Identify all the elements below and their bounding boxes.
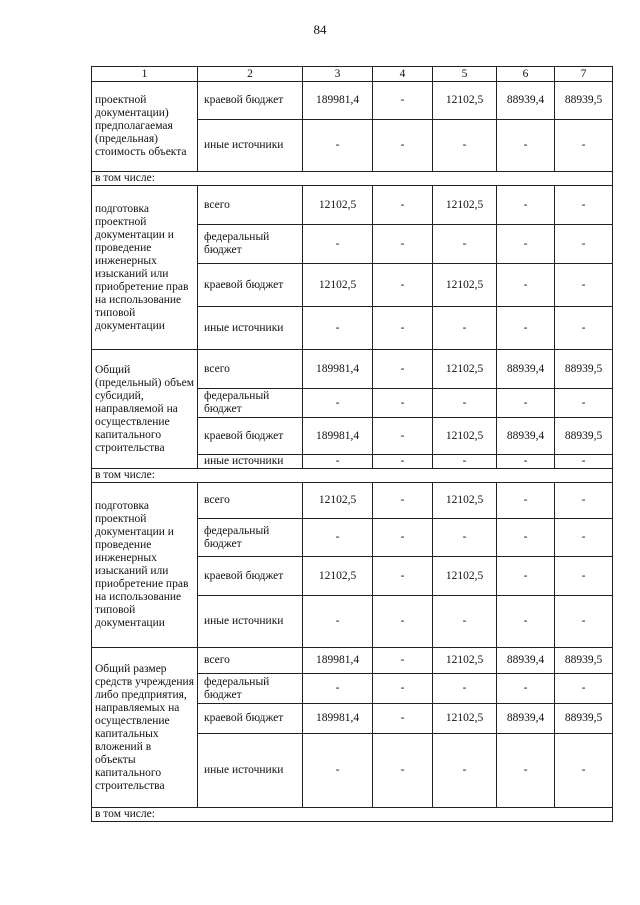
- table-cell: -: [497, 389, 555, 418]
- table-cell: 12102,5: [433, 704, 497, 734]
- table-cell: -: [433, 734, 497, 808]
- table-cell: 12102,5: [433, 648, 497, 674]
- col-header-7: 7: [555, 67, 613, 82]
- table-cell: 12102,5: [303, 483, 373, 519]
- section-caption: в том числе:: [92, 172, 613, 186]
- header-row: [92, 67, 613, 82]
- table-cell: -: [433, 307, 497, 350]
- table-cell: 12102,5: [433, 557, 497, 596]
- table-cell: -: [373, 264, 433, 307]
- table-cell: -: [373, 350, 433, 389]
- table-row: [92, 172, 613, 186]
- table-cell: -: [433, 120, 497, 172]
- source-label: иные источники: [198, 307, 303, 350]
- table-cell: 189981,4: [303, 350, 373, 389]
- table-cell: 12102,5: [433, 264, 497, 307]
- table-cell: 189981,4: [303, 704, 373, 734]
- table-cell: -: [373, 734, 433, 808]
- table-cell: 189981,4: [303, 418, 373, 455]
- table-cell: -: [373, 674, 433, 704]
- table-cell: -: [433, 674, 497, 704]
- row-label: подготовка проектной документации и проведение инженерных изысканий или приобретение прав на использование типовой документации: [92, 186, 198, 350]
- table-cell: -: [373, 519, 433, 557]
- table-cell: -: [497, 519, 555, 557]
- table-cell: -: [303, 389, 373, 418]
- col-header-2: 2: [198, 67, 303, 82]
- section-caption: в том числе:: [92, 808, 613, 822]
- table-cell: -: [497, 483, 555, 519]
- table-cell: -: [497, 225, 555, 264]
- table-cell: -: [555, 734, 613, 808]
- table-cell: 12102,5: [303, 264, 373, 307]
- table-cell: -: [373, 82, 433, 120]
- col-header-1: 1: [92, 67, 198, 82]
- table-cell: 88939,4: [497, 648, 555, 674]
- source-label: иные источники: [198, 120, 303, 172]
- source-label: краевой бюджет: [198, 704, 303, 734]
- table-cell: -: [303, 455, 373, 469]
- table-cell: 88939,5: [555, 82, 613, 120]
- table-cell: 88939,5: [555, 350, 613, 389]
- table-cell: -: [373, 225, 433, 264]
- table-cell: -: [373, 418, 433, 455]
- table-cell: -: [555, 557, 613, 596]
- table-cell: -: [497, 596, 555, 648]
- table-row: [92, 186, 613, 225]
- table-cell: -: [433, 596, 497, 648]
- table-cell: -: [303, 225, 373, 264]
- section-caption: в том числе:: [92, 469, 613, 483]
- table-cell: -: [373, 648, 433, 674]
- table-cell: -: [303, 120, 373, 172]
- table-cell: -: [433, 225, 497, 264]
- table-cell: -: [373, 389, 433, 418]
- table-cell: -: [433, 389, 497, 418]
- table-cell: -: [373, 186, 433, 225]
- table-cell: -: [303, 519, 373, 557]
- table-cell: 189981,4: [303, 82, 373, 120]
- table-cell: 88939,4: [497, 704, 555, 734]
- table-row: [92, 648, 613, 674]
- source-label: всего: [198, 350, 303, 389]
- table-cell: -: [497, 674, 555, 704]
- table-cell: -: [303, 734, 373, 808]
- table-row: [92, 483, 613, 519]
- table-row: [92, 469, 613, 483]
- table-cell: -: [373, 704, 433, 734]
- table-cell: -: [373, 120, 433, 172]
- table-row: [92, 808, 613, 822]
- table-cell: -: [555, 483, 613, 519]
- source-label: федеральный бюджет: [198, 674, 303, 704]
- table-cell: -: [497, 307, 555, 350]
- table-cell: -: [303, 674, 373, 704]
- table-cell: -: [433, 455, 497, 469]
- table-cell: 88939,5: [555, 648, 613, 674]
- table-cell: 12102,5: [433, 186, 497, 225]
- table-cell: -: [555, 596, 613, 648]
- table-cell: -: [373, 596, 433, 648]
- table-cell: -: [555, 307, 613, 350]
- row-label: Общий размер средств учреждения либо предприятия, направляемых на осуществление капитальных вложений в объекты капитального строительства: [92, 648, 198, 808]
- col-header-4: 4: [373, 67, 433, 82]
- table-cell: -: [373, 307, 433, 350]
- table-cell: 12102,5: [433, 82, 497, 120]
- col-header-3: 3: [303, 67, 373, 82]
- table-cell: -: [555, 455, 613, 469]
- table-row: [92, 350, 613, 389]
- table-cell: -: [555, 519, 613, 557]
- source-label: федеральный бюджет: [198, 389, 303, 418]
- table-cell: -: [555, 120, 613, 172]
- source-label: краевой бюджет: [198, 264, 303, 307]
- table-cell: 12102,5: [433, 418, 497, 455]
- source-label: всего: [198, 186, 303, 225]
- table-cell: 12102,5: [433, 350, 497, 389]
- table-cell: 88939,5: [555, 704, 613, 734]
- source-label: всего: [198, 483, 303, 519]
- table-cell: -: [555, 225, 613, 264]
- table-cell: 12102,5: [303, 186, 373, 225]
- table-cell: 12102,5: [433, 483, 497, 519]
- table-cell: -: [373, 557, 433, 596]
- table-cell: 12102,5: [303, 557, 373, 596]
- source-label: федеральный бюджет: [198, 519, 303, 557]
- table-cell: 88939,5: [555, 418, 613, 455]
- col-header-5: 5: [433, 67, 497, 82]
- table-cell: -: [433, 519, 497, 557]
- table-cell: 88939,4: [497, 82, 555, 120]
- source-label: краевой бюджет: [198, 82, 303, 120]
- source-label: всего: [198, 648, 303, 674]
- table-cell: 88939,4: [497, 350, 555, 389]
- table-cell: -: [555, 674, 613, 704]
- table-cell: -: [497, 734, 555, 808]
- table-cell: -: [497, 264, 555, 307]
- row-label: проектной документации) предполагаемая (предельная) стоимость объекта: [92, 82, 198, 172]
- table-cell: -: [555, 264, 613, 307]
- row-label: подготовка проектной документации и проведение инженерных изысканий или приобретение прав на использование типовой документации: [92, 483, 198, 648]
- table-cell: -: [373, 455, 433, 469]
- source-label: краевой бюджет: [198, 557, 303, 596]
- col-header-6: 6: [497, 67, 555, 82]
- table-cell: -: [497, 186, 555, 225]
- table-cell: 189981,4: [303, 648, 373, 674]
- budget-table: [91, 66, 613, 822]
- table-cell: 88939,4: [497, 418, 555, 455]
- source-label: иные источники: [198, 455, 303, 469]
- table-cell: -: [497, 557, 555, 596]
- table-cell: -: [555, 186, 613, 225]
- page-number: 84: [313, 22, 327, 37]
- table-cell: -: [303, 307, 373, 350]
- table-cell: -: [303, 596, 373, 648]
- source-label: иные источники: [198, 734, 303, 808]
- table-cell: -: [497, 455, 555, 469]
- source-label: краевой бюджет: [198, 418, 303, 455]
- source-label: иные источники: [198, 596, 303, 648]
- table-cell: -: [497, 120, 555, 172]
- row-label: Общий (предельный) объем субсидий, направляемой на осуществление капитального строительства: [92, 350, 198, 469]
- source-label: федеральный бюджет: [198, 225, 303, 264]
- table-row: [92, 82, 613, 120]
- table-cell: -: [373, 483, 433, 519]
- table-cell: -: [555, 389, 613, 418]
